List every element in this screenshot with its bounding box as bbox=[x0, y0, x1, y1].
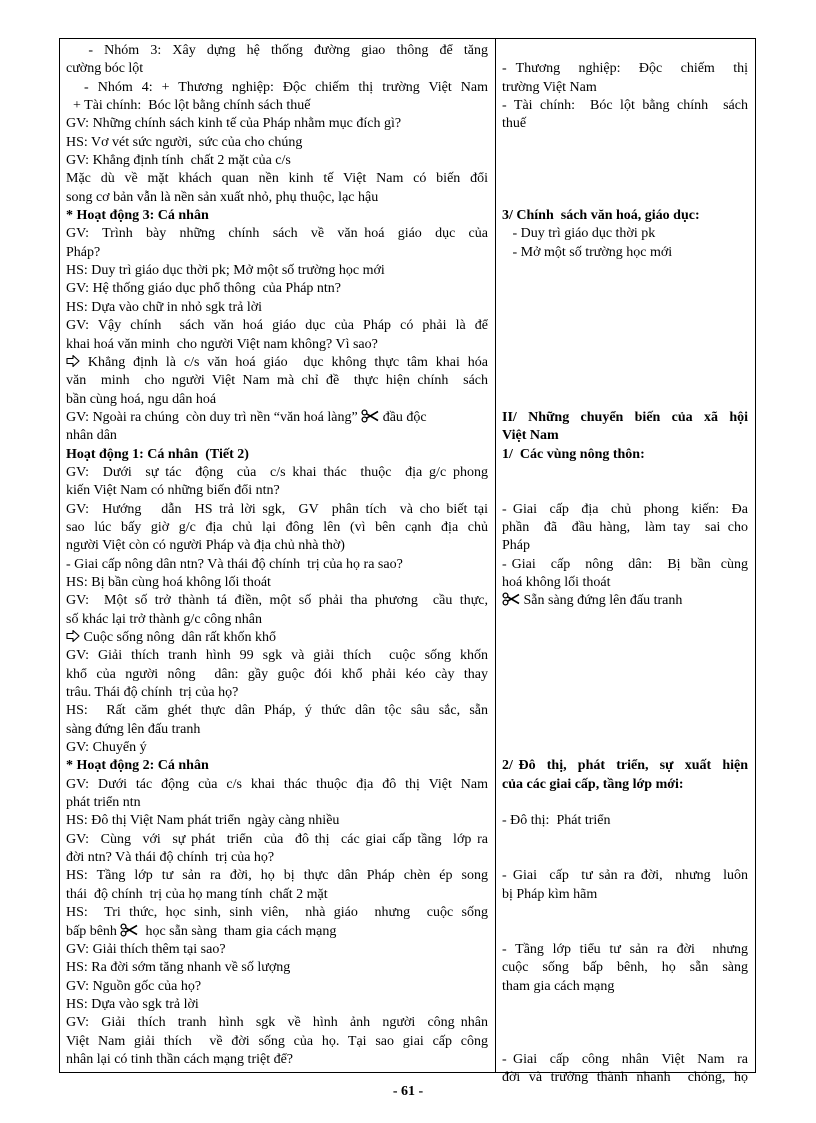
line-text: - Tầng lớp tiểu tư sản ra đời nhưng bbox=[502, 941, 748, 957]
text-line bbox=[66, 812, 488, 830]
blank-line bbox=[502, 391, 748, 409]
text-line bbox=[66, 923, 488, 941]
line-text: hoá không lối thoát bbox=[502, 574, 611, 590]
text-line bbox=[66, 721, 488, 739]
text-line bbox=[502, 115, 748, 133]
text-line bbox=[66, 537, 488, 555]
line-text: GV: Trình bày những chính sách về văn hoá giáo dục của bbox=[66, 226, 488, 242]
blank-line bbox=[502, 702, 748, 720]
text-line bbox=[66, 941, 488, 959]
text-line bbox=[66, 115, 488, 133]
line-text: Khẳng định là c/s văn hoá giáo dục không thực tâm khai hóa bbox=[80, 354, 488, 370]
text-line bbox=[66, 684, 488, 702]
text-line bbox=[66, 262, 488, 280]
text-line bbox=[502, 409, 748, 427]
line-text: nhân lại có tinh thần cách mạng triệt để? bbox=[66, 1051, 294, 1067]
text-line bbox=[66, 959, 488, 977]
text-line bbox=[502, 79, 748, 97]
line-text: - Nhóm 4: + Thương nghiệp: Độc chiếm thị trường Việt Nam bbox=[66, 79, 488, 95]
text-line bbox=[66, 427, 488, 445]
text-line bbox=[66, 611, 488, 629]
blank-line bbox=[502, 1014, 748, 1032]
blank-line bbox=[502, 134, 748, 152]
line-text: kiến Việt Nam có những biến đổi ntn? bbox=[66, 483, 280, 499]
line-text: đời và trưởng thành nhanh chóng, họ bbox=[502, 1070, 748, 1086]
blank-line bbox=[502, 262, 748, 280]
text-line bbox=[66, 225, 488, 243]
line-text: song cơ bản vẫn là nền sản xuất nhỏ, phụ thuộc, lạc hậu bbox=[66, 189, 379, 205]
text-line bbox=[502, 886, 748, 904]
blank-line bbox=[502, 1033, 748, 1051]
blank-line bbox=[502, 611, 748, 629]
blank-line bbox=[502, 299, 748, 317]
text-line bbox=[66, 978, 488, 996]
page-number: - 61 - bbox=[392, 1084, 424, 1099]
text-line bbox=[66, 464, 488, 482]
line-text: GV: Cùng với sự phát triển của đô thị các giai cấp tầng lớp ra bbox=[66, 831, 488, 847]
blank-line bbox=[502, 996, 748, 1014]
text-line bbox=[66, 372, 488, 390]
text-line bbox=[66, 1051, 488, 1069]
line-text: HS: Dựa vào chữ in nhỏ sgk trả lời bbox=[66, 299, 262, 315]
line-text: GV: Những chính sách kinh tế của Pháp nhằm mục đích gì? bbox=[66, 116, 402, 132]
text-line bbox=[502, 244, 748, 262]
blank-line bbox=[502, 629, 748, 647]
text-line bbox=[66, 60, 488, 78]
line-text: * Hoạt động 3: Cá nhân bbox=[66, 208, 209, 224]
text-line bbox=[66, 244, 488, 262]
blank-line bbox=[502, 336, 748, 354]
text-line bbox=[66, 170, 488, 188]
text-line bbox=[66, 666, 488, 684]
text-line bbox=[502, 959, 748, 977]
text-line bbox=[66, 739, 488, 757]
line-text: * Hoạt động 2: Cá nhân bbox=[66, 758, 209, 774]
blank-line bbox=[502, 923, 748, 941]
line-text: - Tài chính: Bóc lột bằng chính sách bbox=[502, 98, 748, 114]
line-text: HS: Tầng lớp tư sản ra đời, họ bị thực dân Pháp chèn ép song bbox=[66, 868, 488, 884]
text-line bbox=[66, 867, 488, 885]
text-line bbox=[502, 207, 748, 225]
line-text: - Thương nghiệp: Độc chiếm thị bbox=[502, 61, 748, 77]
line-text: sao lúc bấy giờ g/c địa chủ lại đông lên (vì bên cạnh địa chủ bbox=[66, 519, 488, 535]
blank-line bbox=[502, 721, 748, 739]
line-text: phần đã đầu hàng, làm tay sai cho bbox=[502, 519, 748, 535]
blank-line bbox=[502, 482, 748, 500]
scissors-icon bbox=[120, 923, 138, 937]
line-text: + Tài chính: Bóc lột bằng chính sách thuế bbox=[66, 98, 311, 114]
line-text: trâu. Thái độ chính trị của họ? bbox=[66, 685, 239, 701]
text-line bbox=[66, 757, 488, 775]
line-text: GV: Vậy chính sách văn hoá giáo dục của Pháp có phải là để bbox=[66, 318, 488, 334]
line-text: Việt Nam bbox=[502, 428, 559, 444]
line-text: thuế bbox=[502, 116, 527, 132]
text-line bbox=[502, 427, 748, 445]
line-text: Hoạt động 1: Cá nhân (Tiết 2) bbox=[66, 446, 249, 462]
text-line bbox=[66, 556, 488, 574]
text-line bbox=[66, 849, 488, 867]
blank-line bbox=[502, 152, 748, 170]
text-line bbox=[66, 482, 488, 500]
text-line bbox=[502, 519, 748, 537]
line-text: số khác lại trở thành g/c công nhân bbox=[66, 611, 262, 627]
text-line bbox=[66, 996, 488, 1014]
line-text: - Giai cấp nông dân ntn? Và thái độ chính trị của họ ra sao? bbox=[66, 556, 403, 572]
text-line bbox=[66, 629, 488, 647]
line-text: Cuộc sống nông dân rất khốn khổ bbox=[80, 630, 276, 645]
blank-line bbox=[502, 170, 748, 188]
line-text-after: học sẵn sàng tham gia cách mạng bbox=[138, 923, 337, 939]
text-line bbox=[66, 446, 488, 464]
text-line bbox=[66, 97, 488, 115]
blank-line bbox=[502, 317, 748, 335]
line-text: II/ Những chuyển biến của xã hội bbox=[502, 409, 748, 425]
text-line bbox=[66, 152, 488, 170]
text-line bbox=[502, 812, 748, 830]
text-line bbox=[66, 702, 488, 720]
line-text: của các giai cấp, tầng lớp mới: bbox=[502, 776, 684, 792]
arrow-right-icon bbox=[66, 629, 80, 643]
text-line bbox=[502, 978, 748, 996]
text-line bbox=[66, 79, 488, 97]
line-text: GV: Chuyển ý bbox=[66, 740, 147, 756]
line-text: nhân dân bbox=[66, 428, 117, 444]
line-text: GV: Giải thích thêm tại sao? bbox=[66, 941, 226, 957]
text-line bbox=[66, 592, 488, 610]
text-line bbox=[502, 574, 748, 592]
column-divider bbox=[495, 38, 496, 1073]
text-line bbox=[66, 391, 488, 409]
blank-line bbox=[502, 904, 748, 922]
line-text: GV: Giải thích tranh hình 99 sgk và giải thích cuộc sống khốn bbox=[66, 648, 488, 664]
line-text: - Duy trì giáo dục thời pk bbox=[502, 226, 656, 242]
blank-line bbox=[502, 189, 748, 207]
line-text: trường Việt Nam bbox=[502, 79, 597, 95]
line-text: - Giai cấp địa chủ phong kiến: Đa bbox=[502, 501, 748, 517]
line-text: bấp bênh bbox=[66, 923, 121, 939]
left-column bbox=[66, 42, 488, 1069]
blank-line bbox=[502, 849, 748, 867]
text-line bbox=[66, 134, 488, 152]
text-line bbox=[66, 794, 488, 812]
text-line bbox=[502, 537, 748, 555]
text-line bbox=[502, 60, 748, 78]
line-text: GV: Hệ thống giáo dục phổ thông của Pháp ntn? bbox=[66, 281, 342, 297]
line-text: GV: Hướng dẫn HS trả lời sgk, GV phân tích và cho biết tại bbox=[66, 501, 488, 517]
text-line bbox=[66, 299, 488, 317]
line-text: khai hoá văn minh cho người Việt nam không? Vì sao? bbox=[66, 336, 378, 352]
line-text: tham gia cách mạng bbox=[502, 978, 615, 994]
text-line bbox=[502, 501, 748, 519]
text-line bbox=[66, 207, 488, 225]
line-text: GV: Dưới tác động của c/s khai thác thuộc địa đô thị Việt Nam bbox=[66, 776, 488, 792]
line-text: - Giai cấp nông dân: Bị bần cùng bbox=[502, 556, 748, 572]
line-text: bần cùng hoá, ngu dân hoá bbox=[66, 391, 217, 407]
text-line bbox=[66, 1014, 488, 1032]
text-line bbox=[66, 317, 488, 335]
blank-line bbox=[502, 647, 748, 665]
text-line bbox=[502, 225, 748, 243]
line-text: bị Pháp kìm hãm bbox=[502, 886, 598, 902]
line-text-after: đầu độc bbox=[379, 409, 427, 425]
text-line bbox=[66, 776, 488, 794]
text-line bbox=[502, 97, 748, 115]
text-line bbox=[66, 831, 488, 849]
text-line bbox=[502, 1051, 748, 1069]
line-text: HS: Rất căm ghét thực dân Pháp, ý thức dân tộc sâu sắc, sẵn bbox=[66, 703, 488, 719]
text-line bbox=[66, 519, 488, 537]
text-line bbox=[66, 904, 488, 922]
line-text: GV: Dưới sự tác động của c/s khai thác thuộc địa g/c phong bbox=[66, 464, 488, 480]
line-text: - Giai cấp tư sản ra đời, nhưng luôn bbox=[502, 868, 748, 884]
line-text: đời ntn? Và thái độ chính trị của họ? bbox=[66, 850, 275, 866]
line-text: 1/ Các vùng nông thôn: bbox=[502, 446, 645, 462]
blank-line bbox=[502, 464, 748, 482]
line-text: 2/ Đô thị, phát triển, sự xuất hiện bbox=[502, 758, 748, 774]
text-line bbox=[66, 409, 488, 427]
line-text: GV: Ngoài ra chúng còn duy trì nền “văn hoá làng” bbox=[66, 409, 362, 425]
text-line bbox=[502, 776, 748, 794]
line-text: phát triển ntn bbox=[66, 795, 141, 811]
scissors-icon bbox=[361, 409, 379, 423]
text-line bbox=[502, 556, 748, 574]
text-line bbox=[66, 189, 488, 207]
line-text: văn minh cho người Việt Nam mà chỉ đề thực hiện chính sách bbox=[66, 373, 488, 389]
line-text: sàng đứng lên đấu tranh bbox=[66, 721, 201, 737]
text-line bbox=[66, 280, 488, 298]
line-text: HS: Ra đời sớm tăng nhanh về số lượng bbox=[66, 960, 291, 976]
line-text: Mặc dù về mặt khách quan nền kinh tế Việt Nam có biến đổi bbox=[66, 171, 488, 187]
line-text: cường bóc lột bbox=[66, 61, 144, 77]
line-text: khổ của người nông dân: gầy guộc đói khổ phải kéo cày thay bbox=[66, 666, 488, 682]
line-text: người Việt còn có người Pháp và địa chủ nhà thờ) bbox=[66, 538, 345, 554]
blank-line bbox=[502, 354, 748, 372]
text-line bbox=[66, 647, 488, 665]
text-line bbox=[66, 354, 488, 372]
line-text: Việt Nam giải thích về đời sống của họ. Tại sao giai cấp công bbox=[66, 1033, 488, 1049]
line-text: GV: Một số trở thành tá điền, một số phải tha phương cầu thực, bbox=[66, 593, 488, 609]
line-text: HS: Bị bần cùng hoá không lối thoát bbox=[66, 574, 271, 590]
text-line bbox=[66, 1033, 488, 1051]
line-text: HS: Vơ vét sức người, sức của cho chúng bbox=[66, 134, 303, 150]
text-line bbox=[66, 336, 488, 354]
text-line bbox=[502, 867, 748, 885]
blank-line bbox=[502, 280, 748, 298]
text-line bbox=[502, 757, 748, 775]
blank-line bbox=[502, 666, 748, 684]
line-text: GV: Nguồn gốc của họ? bbox=[66, 978, 202, 994]
text-line bbox=[66, 574, 488, 592]
text-line bbox=[502, 592, 748, 610]
right-column bbox=[502, 42, 748, 1088]
line-text: GV: Giải thích tranh hình sgk về hình ảnh người công nhân bbox=[66, 1015, 488, 1031]
line-text: 3/ Chính sách văn hoá, giáo dục: bbox=[502, 208, 700, 224]
blank-line bbox=[502, 794, 748, 812]
line-text: HS: Duy trì giáo dục thời pk; Mở một số trường học mới bbox=[66, 263, 385, 279]
line-text: HS: Đô thị Việt Nam phát triển ngày càng nhiều bbox=[66, 813, 340, 829]
line-text: GV: Khẳng định tính chất 2 mặt của c/s bbox=[66, 153, 291, 169]
blank-line bbox=[502, 684, 748, 702]
line-text: - Đô thị: Phát triển bbox=[502, 813, 611, 829]
line-text: Pháp? bbox=[66, 244, 101, 260]
line-text: HS: Dựa vào sgk trả lời bbox=[66, 996, 199, 1012]
text-line bbox=[66, 886, 488, 904]
scissors-icon bbox=[502, 592, 520, 606]
line-text: Pháp bbox=[502, 538, 530, 554]
text-line bbox=[66, 42, 488, 60]
blank-line bbox=[502, 739, 748, 757]
line-text: HS: Tri thức, học sinh, sinh viên, nhà giáo nhưng cuộc sống bbox=[66, 905, 488, 921]
line-text: - Mở một số trường học mới bbox=[502, 244, 673, 260]
blank-line bbox=[502, 372, 748, 390]
line-text: - Giai cấp công nhân Việt Nam ra bbox=[502, 1051, 748, 1067]
arrow-right-icon bbox=[66, 354, 80, 368]
text-line bbox=[502, 446, 748, 464]
blank-line bbox=[502, 831, 748, 849]
blank-line bbox=[502, 42, 748, 60]
line-text: thái độ chính trị của họ mang tính chất 2 mặt bbox=[66, 886, 328, 902]
text-line bbox=[502, 941, 748, 959]
line-text: cuộc sống bấp bênh, họ sẵn sàng bbox=[502, 960, 748, 976]
line-text: Sẵn sàng đứng lên đấu tranh bbox=[520, 593, 683, 609]
line-text: - Nhóm 3: Xây dựng hệ thống đường giao thông để tăng bbox=[66, 43, 488, 58]
text-line bbox=[66, 501, 488, 519]
